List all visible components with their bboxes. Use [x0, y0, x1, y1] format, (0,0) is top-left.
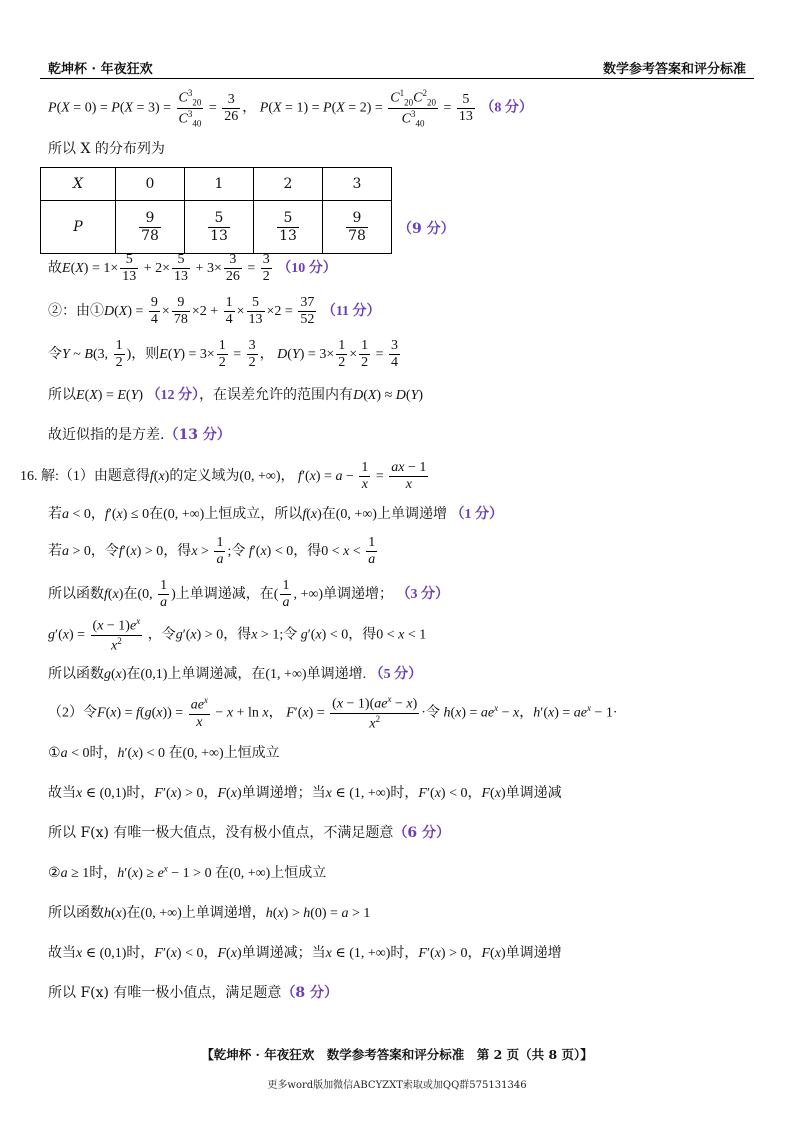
table-header-cell: X [41, 168, 116, 201]
expectation-line: 故E(X) = 1× $\frac{5}{13}$ + 2× $\frac{5}{13}$ + 3× $\frac{3}{26}$ = $\frac{3}{2}$ （10 分） [48, 252, 337, 285]
table-header-cell: 3 [323, 168, 392, 201]
table-cell: $\frac{9}{78}$ [323, 201, 392, 254]
h-monotonic: 所以函数h(x)在(0, +∞)上单调递增，h(x) > h(0) = a > 1 [48, 906, 371, 921]
variance-line: ②：由①D(X) = $\frac{9}{4}$ × $\frac{9}{78}$ ×2 + $\frac{1}{4}$ × $\frac{5}{13}$ ×2 = $\frac{37}{52}$ （11 分） [48, 295, 381, 328]
watermark-text: 更多word版加微信ABCYZXT索取或加QQ群575131346 [267, 1080, 527, 1091]
f-monotonic: 所以函数f(x)在(0, $\frac{1}{a}$ )上单调递减，在( $\frac{1}{a}$ , +∞)单调递增； （3 分） [48, 578, 449, 611]
part2-line: （2）令F(x) = f(g(x)) = $\frac{ae^x}{x}$ − x + ln x， F′(x) = $\frac{(x - 1)(ae^x - x)}{x^2}$ ·令 $h(x) = ae^x - x$，$h'(x) = ae^x - 1\cdot$ [48, 694, 618, 732]
q16-line: 16. 解:（1）由题意得f(x)的定义域为(0, +∞)， f′(x) = a − $\frac{1}{x}$ = $\frac{ax - 1}{x}$ [20, 460, 427, 493]
table-cell: $\frac{5}{13}$ [254, 201, 323, 254]
g-monotonic: 所以函数g(x)在(0,1)上单调递减，在(1, +∞)单调递增. （5 分） [48, 667, 423, 682]
table-cell: $\frac{9}{78}$ [116, 201, 185, 254]
distribution-table [40, 167, 392, 254]
g-derivative: g′(x) = $\frac{(x - 1)e^x}{x^2}$ ，令g′(x) > 0，得x > 1;令 g′(x) < 0，得0 < x < 1 [48, 616, 427, 654]
case1-line: ①a < 0时，h′(x) < 0 在(0, +∞)上恒成立 [48, 746, 280, 761]
header-left: 乾坤杯 · 年夜狂欢 [48, 62, 153, 77]
table-header-cell: 1 [185, 168, 254, 201]
score-badge: （8 分） [480, 100, 533, 116]
header-right: 数学参考答案和评分标准 [602, 62, 746, 77]
conclusion-line: 所以E(X) = E(Y) （12 分），在误差允许的范围内有D(X) ≈ D(Y) [48, 388, 424, 403]
dist-intro: 所以 X 的分布列为 [48, 141, 165, 157]
case1-conclusion: 所以 F(x) 有唯一极大值点，没有极小值点，不满足题意（6 分） [48, 825, 451, 841]
case2-conclusion: 所以 F(x) 有唯一极小值点，满足题意（8 分） [48, 985, 339, 1001]
header-rule [40, 78, 754, 79]
question-number: 16. [20, 468, 38, 484]
table-row-label: P [41, 201, 116, 254]
binomial-line: 令Y ~ B(3, $\frac{1}{2}$ )，则E(Y) = 3× $\frac{1}{2}$ = $\frac{3}{2}$ ， D(Y) = 3× $\frac{1}{2}$ × $\frac{1}{2}$ = $\frac{3}{4}$ [48, 338, 399, 371]
case2-monotonic: 故当x ∈ (0,1)时，F′(x) < 0，F(x)单调递减；当x ∈ (1, +∞)时，F′(x) > 0，F(x)单调递增 [48, 946, 562, 961]
variance-conclusion: 故近似指的是方差.（13 分） [48, 427, 231, 443]
case2-line: ②a ≥ 1时，$h'(x) \ge e^x - 1 > 0$ 在(0, +∞)上恒成立 [48, 863, 327, 881]
table-header-cell: 0 [116, 168, 185, 201]
case1-monotonic: 故当x ∈ (0,1)时，F′(x) > 0，F(x)单调递增；当x ∈ (1, +∞)时，F′(x) < 0，F(x)单调递减 [48, 786, 562, 801]
table-header-cell: 2 [254, 168, 323, 201]
page-footer: 【乾坤杯 · 年夜狂欢 数学参考答案和评分标准 第 2 页（共 8 页）】 [201, 1047, 593, 1062]
score-badge: （9 分） [398, 221, 455, 237]
case-a-negative: 若a < 0，f′(x) ≤ 0在(0, +∞)上恒成立，所以f(x)在(0, +∞)上单调递增 （1 分） [48, 507, 503, 522]
case-a-positive: 若a > 0，令f′(x) > 0，得x > $\frac{1}{a}$ ;令 f′(x) < 0，得0 < x < $\frac{1}{a}$ [48, 535, 376, 568]
table-cell: $\frac{5}{13}$ [185, 201, 254, 254]
prob-line: P(X = 0) = P(X = 3) = $\frac{C^3_{20}}{C^3_{40}}$ = $\frac{3}{26}$ ， P(X = 1) = P(X = 2) = $\frac{C^1_{20}C^2_{20}}{C^3_{40}}$ = $\frac{5}{13}$ （8 分） [48, 88, 533, 129]
